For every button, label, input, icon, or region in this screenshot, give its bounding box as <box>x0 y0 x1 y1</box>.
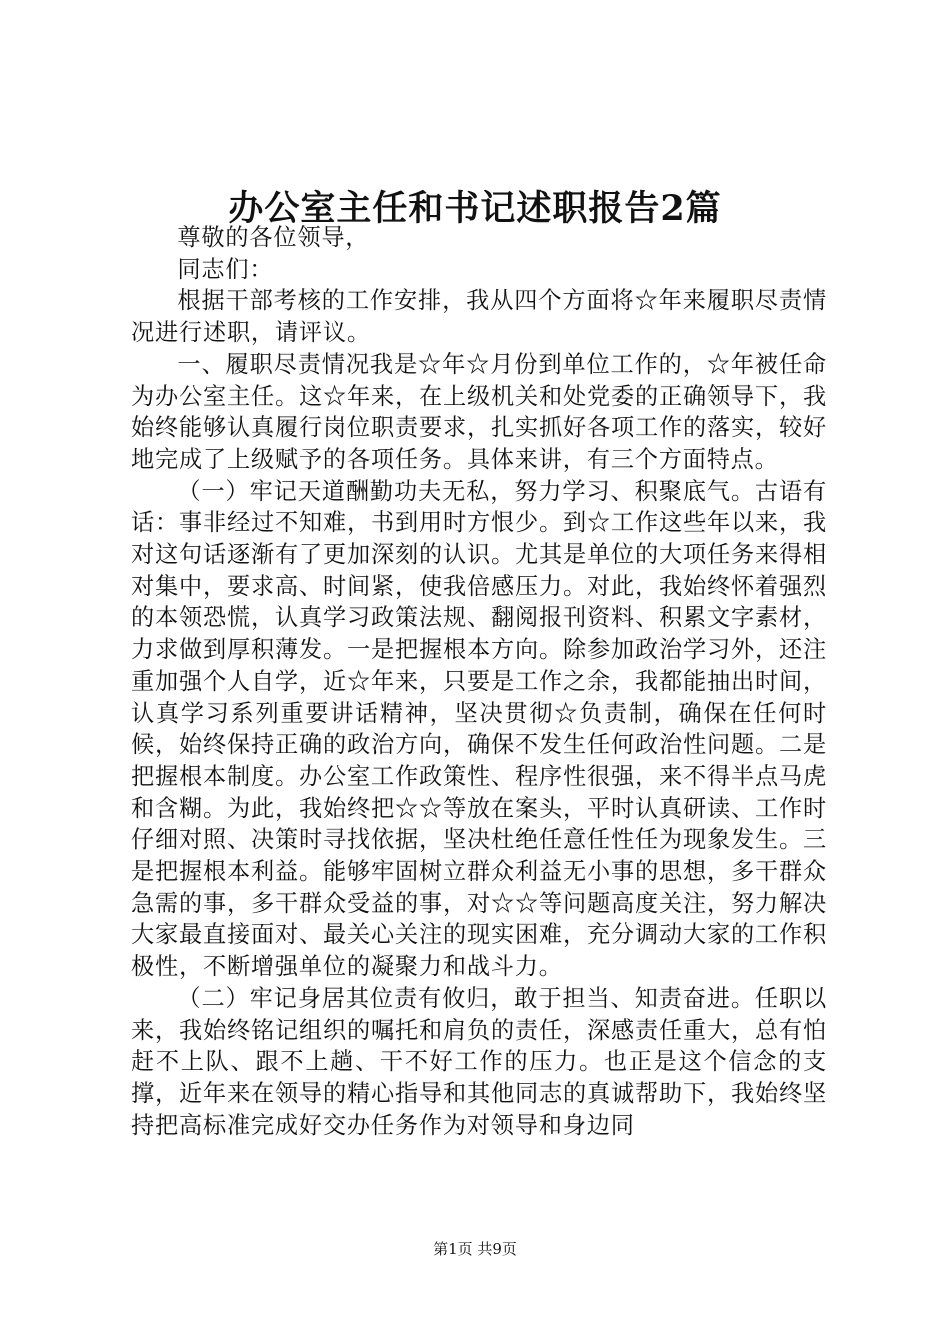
page-footer: 第1页 共9页 <box>433 1240 517 1258</box>
paragraph-intro: 根据干部考核的工作安排，我从四个方面将☆年来履职尽责情况进行述职，请评议。 <box>131 287 827 347</box>
paragraph-subsection-1: （一）牢记天道酬勤功夫无私，努力学习、积聚底气。古语有话：事非经过不知难，书到用时方恨少。到☆工作这些年以来，我对这句话逐渐有了更加深刻的认识。尤其是单位的大项任务来得相对集中，要求高、时间紧，使我倍感压力。对此，我始终怀着强烈的本领恐慌，认真学习政策法规、翻阅报刊资料、积累文字素材，力求做到厚积薄发。一是把握根本方向。除参加政治学习外，还注重加强个人自学，近☆年来，只要是工作之余，我都能抽出时间，认真学习系列重要讲话精神，坚决贯彻☆负责制，确保在任何时候，始终保持正确的政治方向，确保不发生任何政治性问题。二是把握根本制度。办公室工作政策性、程序性很强，来不得半点马虎和含糊。为此，我始终把☆☆等放在案头，平时认真研读、工作时仔细对照、决策时寻找依据，坚决杜绝任意任性任为现象发生。三是把握根本利益。能够牢固树立群众利益无小事的思想，多干群众急需的事，多干群众受益的事，对☆☆等问题高度关注，努力解决大家最直接面对、最关心关注的现实困难，充分调动大家的工作积极性，不断增强单位的凝聚力和战斗力。 <box>131 477 827 981</box>
paragraph-section-1: 一、履职尽责情况我是☆年☆月份到单位工作的，☆年被任命为办公室主任。这☆年来，在上级机关和处党委的正确领导下，我始终能够认真履行岗位职责要求，扎实抓好各项工作的落实，较好地完成了上级赋予的各项任务。具体来讲，有三个方面特点。 <box>131 350 827 473</box>
document-body <box>131 222 827 1141</box>
salutation-line-2: 同志们： <box>177 255 274 283</box>
paragraph-subsection-2: （二）牢记身居其位责有攸归，敢于担当、知责奋进。任职以来，我始终铭记组织的嘱托和肩负的责任，深感责任重大，总有怕赶不上队、跟不上趟、干不好工作的压力。也正是这个信念的支撑，近年来在领导的精心指导和其他同志的真诚帮助下，我始终坚持把高标准完成好交办任务作为对领导和身边同 <box>131 984 827 1139</box>
salutation-line-1: 尊敬的各位领导， <box>177 224 370 251</box>
document-title: 办公室主任和书记述职报告2篇 <box>228 188 722 229</box>
